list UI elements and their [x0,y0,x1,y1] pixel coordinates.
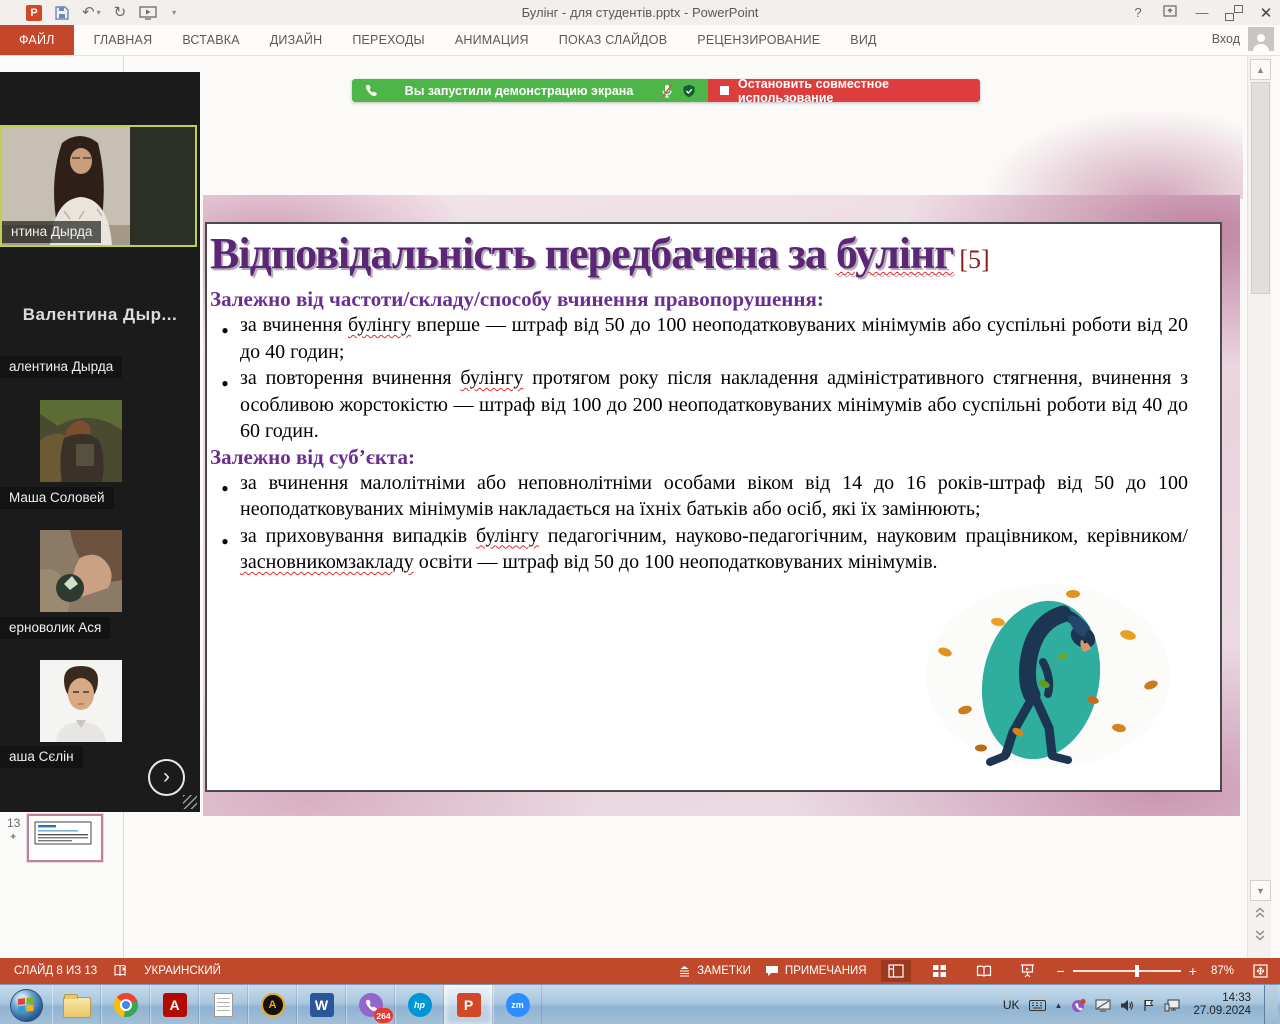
windows-flag [17,997,35,1013]
sign-in-label: Вход [1211,32,1240,46]
participant-photo[interactable] [40,400,122,482]
undo-caret-icon: ▾ [96,8,101,17]
taskbar-word-button[interactable] [297,985,346,1024]
sad-man-illustration [923,580,1173,773]
zoom-icon: zm [506,993,530,1017]
statusbar [0,958,1280,984]
window-controls [1130,0,1274,25]
undo-icon: ↶ [82,4,95,21]
tray-language-indicator[interactable]: UK [1002,998,1020,1012]
adobe-reader-icon: A [163,993,187,1017]
slideshow-icon [139,6,157,20]
tab-slideshow[interactable]: ПОКАЗ СЛАЙДОВ [558,33,668,47]
zoom-participants-panel[interactable] [0,72,200,812]
slide-background-decor [985,111,1243,199]
chrome-icon [114,993,138,1017]
participant-photo[interactable] [40,660,122,742]
bullet-item-2[interactable]: ● за повторення вчинення булінгу протягом року після накладення адміністративного стягнення, вчинення з особливою жорстокістю — штраф від 100 до 200 неоподатковуваних мінімумів або суспільні роботи від 40 до 60 годин. [210,365,1188,445]
bullet-item-3[interactable]: ● за вчинення малолітніми або неповнолітніми особами віком від 14 до 16 років-штраф від 50 до 100 неоподатковуваних мінімумів накладається на їхніх батьків або осіб, які їх замінюють; [210,470,1188,523]
save-button[interactable] [55,6,69,20]
reading-view-button[interactable] [969,960,999,982]
powerpoint-icon: P [457,993,481,1017]
network-computer-icon [1164,999,1180,1012]
undo-button[interactable] [82,5,101,20]
screen-share-banner [352,76,980,105]
person-icon [1251,31,1271,51]
vertical-scrollbar[interactable] [1247,56,1271,958]
tab-view[interactable]: ВИД [850,33,877,47]
scroll-down-button[interactable]: ▼ [1250,880,1271,901]
start-from-slide-button[interactable] [139,6,157,20]
windows-logo-icon [10,989,43,1022]
taskbar-aimp-button[interactable] [248,985,297,1024]
start-button[interactable] [0,985,52,1024]
taskbar-text-file-button[interactable] [199,985,248,1024]
participant-name-label: алентина Дырда [0,356,122,378]
phone-icon [364,84,377,97]
normal-view-button[interactable] [881,960,911,982]
participant-photo-image [40,530,122,612]
slide-13-thumbnail[interactable] [27,814,103,862]
word-icon: W [310,993,334,1017]
bullet-marker: ● [221,533,229,548]
participant-photo-image [40,660,122,742]
keyboard-icon [1029,1000,1046,1011]
normal-view-icon [888,964,904,978]
viber-badge: 264 [374,1008,393,1023]
close-button[interactable]: ✕ [1259,4,1273,22]
animation-star-icon: ✦ [9,832,18,843]
tab-review[interactable]: РЕЦЕНЗИРОВАНИЕ [697,33,821,47]
powerpoint-app-icon: P [26,5,42,21]
redo-button[interactable] [114,5,127,20]
tray-viber-icon[interactable] [1071,998,1086,1013]
tab-design[interactable]: ДИЗАЙН [269,33,323,47]
slide-title[interactable]: Відповідальність передбачена за булінг [5] [210,229,990,278]
zoom-slider-track[interactable] [1073,970,1181,972]
next-participants-button[interactable]: › [148,759,185,796]
bullet-item-1[interactable]: ● за вчинення булінгу вперше — штраф від 50 до 100 неоподатковуваних мінімумів або суспільні роботи від 20 до 40 годин; [210,312,1188,365]
titlebar [0,0,1280,25]
notes-icon [678,965,691,977]
spellcheck-icon [113,964,128,978]
display-settings-icon[interactable] [1095,999,1111,1012]
window-title: Булінг - для студентів.pptx - PowerPoint [521,5,759,20]
zoom-in-button[interactable]: + [1188,963,1197,979]
taskbar-powerpoint-button[interactable] [444,985,493,1024]
language-indicator[interactable]: УКРАИНСКИЙ [144,965,221,977]
aimp-icon: A [261,993,285,1017]
next-slide-button[interactable] [1250,925,1269,944]
participant-name-label: нтина Дырда [2,221,101,243]
flag-icon [1143,999,1155,1012]
spellcheck-button[interactable] [113,964,128,978]
sharing-status-banner [352,79,708,102]
stop-share-button[interactable] [708,76,980,105]
thumbnail-slide-number: 13 [7,816,21,830]
participant-no-video-name: Валентина Дыр... [22,305,178,324]
speaker-icon [1120,999,1134,1012]
editor-canvas [0,56,1280,958]
taskbar-viber-button[interactable] [346,985,395,1024]
tab-insert[interactable]: ВСТАВКА [182,33,240,47]
zoom-out-button[interactable]: − [1056,963,1065,979]
zoom-slider-thumb[interactable] [1135,965,1139,977]
participant-name-label: аша Сєлін [0,746,83,768]
stop-icon [720,86,729,95]
reference-mark: [5] [959,245,990,274]
action-center-flag-icon[interactable] [1143,999,1155,1012]
participant-photo-image [40,400,122,482]
taskbar-adobe-reader-button[interactable] [150,985,199,1024]
scrollbar-thumb[interactable] [1251,82,1270,294]
folder-icon [63,997,91,1018]
keyboard-layout-icon[interactable] [1029,1000,1046,1011]
taskbar-hp-button[interactable] [395,985,444,1024]
taskbar-chrome-button[interactable] [101,985,150,1024]
tray-clock[interactable] [1193,992,1251,1019]
taskbar [0,984,1280,1024]
show-hidden-icons-button[interactable]: ▲ [1054,1000,1063,1010]
slide-editing-area[interactable] [203,195,1240,816]
bullet-marker: ● [221,376,229,390]
tab-transitions[interactable]: ПЕРЕХОДЫ [352,33,425,47]
participant-name-label: Маша Соловей [0,487,114,509]
double-chevron-up-icon [1254,907,1266,919]
taskbar-zoom-button[interactable] [493,985,542,1024]
tab-home[interactable]: ГЛАВНАЯ [93,33,153,47]
avatar [1248,27,1274,51]
participant-video-active[interactable] [0,125,197,247]
grid-view-icon [932,964,947,978]
taskbar-explorer-button[interactable] [52,985,101,1024]
slide-heading-2[interactable]: Залежно від суб’єкта: [210,444,415,469]
previous-slide-button[interactable] [1250,903,1269,922]
ribbon-display-options-button[interactable] [1162,5,1178,20]
show-desktop-button[interactable] [1264,985,1278,1024]
comment-icon [765,965,779,977]
slide-content-box[interactable] [205,222,1222,792]
zoom-control [1057,964,1197,978]
slide-heading-1[interactable]: Залежно від частоти/складу/способу вчинення правопорушення: [210,287,824,311]
volume-icon[interactable] [1120,999,1134,1012]
viber-tray-glyph [1071,998,1086,1013]
minimize-button[interactable]: — [1195,5,1209,20]
screen-icon [1095,999,1111,1012]
help-button[interactable]: ? [1134,5,1142,20]
redo-icon: ↻ [113,4,127,21]
hp-icon: hp [408,993,432,1017]
ribbon-display-icon [1163,5,1177,17]
tray-date: 27.09.2024 [1193,1005,1251,1017]
ribbon-tab-bar [0,25,1280,56]
customize-caret-icon: ▾ [172,8,177,17]
muted-mic-icon[interactable] [661,84,673,98]
scroll-up-button[interactable]: ▲ [1250,59,1271,80]
network-icon[interactable] [1164,999,1180,1012]
bullet-marker: ● [221,480,229,495]
security-shield-icon[interactable] [682,84,696,98]
panel-resize-handle[interactable] [183,795,197,809]
thumbnail-preview [29,816,97,856]
stop-share-label: Остановить совместное использование [738,76,889,105]
tab-file[interactable]: ФАЙЛ [0,25,74,55]
comments-toggle[interactable]: ПРИМЕЧАНИЯ [765,965,867,977]
document-icon [214,993,233,1017]
tab-animations[interactable]: АНИМАЦИЯ [454,33,529,47]
book-icon [976,965,992,978]
zoom-percentage[interactable]: 87% [1210,965,1234,977]
bullet-marker: ● [221,323,229,337]
customize-qat-button[interactable] [170,5,176,20]
quick-access-toolbar [26,1,176,24]
sharing-status-text: Вы запустили демонстрацию экрана [404,83,634,98]
slideshow-view-button[interactable] [1013,960,1043,982]
sign-in-area[interactable] [1212,27,1274,51]
double-chevron-down-icon [1254,929,1266,941]
slide-counter[interactable]: СЛАЙД 8 ИЗ 13 [14,965,98,977]
notes-toggle[interactable]: ЗАМЕТКИ [678,965,751,977]
projector-icon [1020,964,1035,978]
bullet-item-4[interactable]: ● за приховування випадків булінгу педагогічним, науково-педагогічним, науковим працівником, керівником/засновникомзакладу освіти — штраф від 50 до 100 неоподатковуваних мінімумів. [210,523,1188,576]
system-tray [1003,985,1280,1024]
participant-name-label: ерноволик Ася [0,617,110,639]
tray-time: 14:33 [1222,991,1251,1004]
save-icon [55,6,69,20]
participant-photo[interactable] [40,530,122,612]
fit-slide-icon [1253,964,1268,978]
fit-to-window-button[interactable] [1248,960,1272,982]
slide-sorter-view-button[interactable] [925,960,955,982]
